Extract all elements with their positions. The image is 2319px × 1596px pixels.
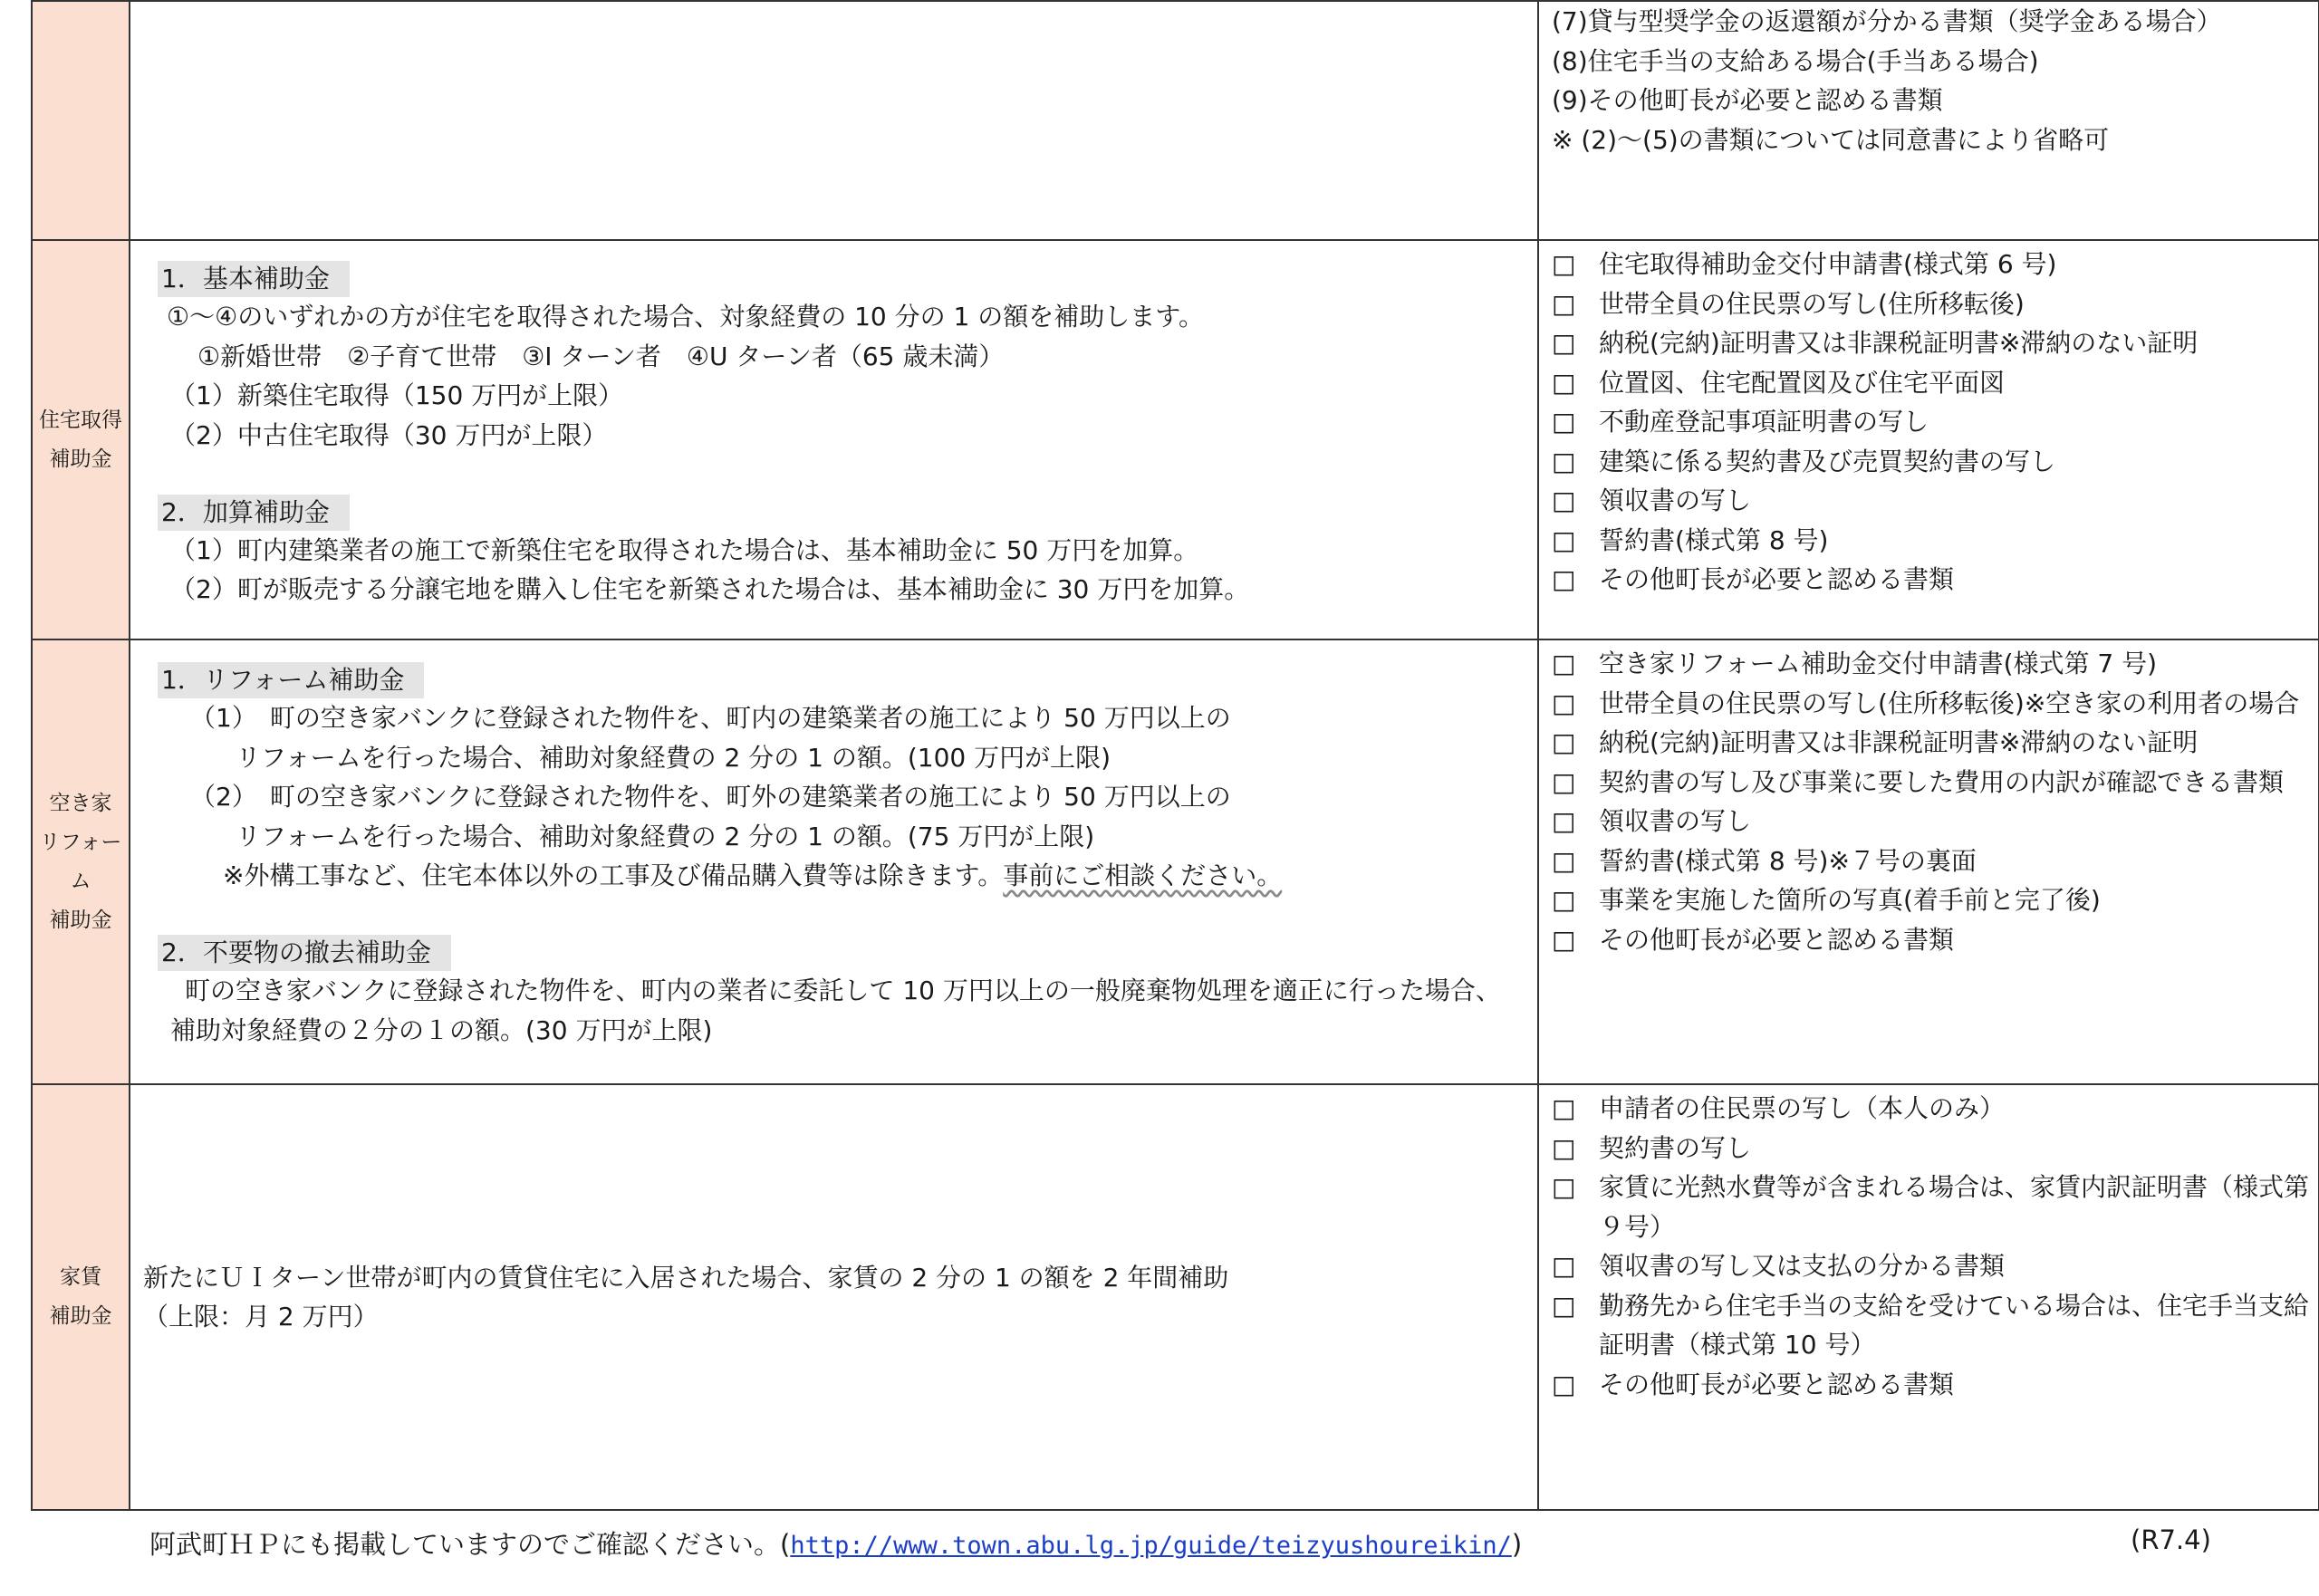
label-text: 補助金	[49, 447, 112, 471]
document-item: ※ (2)～(5)の書類については同意書により省略可	[1552, 124, 2110, 155]
checklist-item: □ その他町長が必要と認める書類	[1552, 560, 2309, 600]
text-line: リフォームを行った場合、補助対象経費の 2 分の 1 の額。(100 万円が上限)	[236, 742, 1111, 773]
checklist-item: □ 住宅取得補助金交付申請書(様式第 6 号)	[1552, 245, 2309, 284]
text-line: リフォームを行った場合、補助対象経費の 2 分の 1 の額。(75 万円が上限)	[236, 821, 1095, 851]
housing-required-documents	[1538, 240, 2319, 639]
label-text: ム	[70, 869, 91, 893]
checkbox-icon: □	[1552, 524, 1576, 555]
text-line: 新たにＵＩターン世帯が町内の賃貸住宅に入居された場合、家賃の 2 分の 1 の額を 2 年間補助	[143, 1262, 1229, 1293]
text-line: ①～④のいずれかの方が住宅を取得された場合、対象経費の 10 分の 1 の額を補助します。	[167, 302, 1205, 332]
checkbox-icon: □	[1552, 727, 1576, 757]
checklist-item: □ 領収書の写し又は支払の分かる書類	[1552, 1246, 2309, 1286]
checkbox-icon: □	[1552, 328, 1576, 358]
checkbox-icon: □	[1552, 1172, 1576, 1202]
housing-description	[130, 240, 1538, 639]
emphasis-text: 事前にご相談ください。	[1003, 860, 1283, 890]
rent-required-documents	[1538, 1084, 2319, 1510]
subsidy-table	[31, 0, 2319, 1511]
checkbox-icon: □	[1552, 486, 1576, 515]
label-text: リフォー	[39, 830, 122, 854]
version-label: (R7.4)	[2131, 1524, 2211, 1555]
checklist-item: □ その他町長が必要と認める書類	[1552, 920, 2309, 960]
checkbox-icon: □	[1552, 446, 1576, 476]
checkbox-icon: □	[1552, 367, 1576, 398]
checkbox-icon: □	[1552, 1093, 1576, 1123]
section-title: 1．リフォーム補助金	[158, 662, 424, 698]
checklist-item: □ 勤務先から住宅手当の支給を受けている場合は、住宅手当支給証明書（様式第 10 号）	[1552, 1286, 2309, 1365]
footer-text: 阿武町ＨＰにも掲載していますのでご確認ください。(	[149, 1529, 791, 1560]
checklist-item: □ 世帯全員の住民票の写し(住所移転後)	[1552, 284, 2309, 324]
label-text: 空き家	[49, 791, 112, 815]
checklist-item: □ その他町長が必要と認める書類	[1552, 1365, 2309, 1405]
akiya-required-documents	[1538, 639, 2319, 1084]
text-line: （2） 町の空き家バンクに登録された物件を、町外の建築業者の施工により 50 万円以上の	[190, 782, 1231, 812]
label-text: 家賃	[60, 1265, 101, 1289]
document-item: (9)その他町長が必要と認める書類	[1552, 85, 1943, 115]
row-label-housing	[32, 240, 130, 639]
text-line: （2）中古住宅取得（30 万円が上限）	[170, 419, 608, 450]
row-label-rent	[32, 1084, 130, 1510]
table-row-rent	[32, 1084, 2319, 1510]
label-text: 補助金	[49, 1304, 112, 1328]
table-row-continuation	[32, 1, 2319, 240]
text-line: （上限：月 2 万円）	[143, 1302, 379, 1332]
checkbox-icon: □	[1552, 845, 1576, 876]
checkbox-icon: □	[1552, 407, 1576, 437]
checklist-item: □ 申請者の住民票の写し（本人のみ）	[1552, 1089, 2309, 1129]
text-paragraph: 町の空き家バンクに登録された物件を、町内の業者に委託して 10 万円以上の一般廃棄物処理を適正に行った場合、補助対象経費の２分の１の額。(30 万円が上限)	[170, 976, 1501, 1045]
row-description-empty	[130, 1, 1538, 240]
checklist-item: □ 空き家リフォーム補助金交付申請書(様式第 7 号)	[1552, 644, 2309, 684]
rent-description	[130, 1084, 1538, 1510]
checklist-item: □ 位置図、住宅配置図及び住宅平面図	[1552, 363, 2309, 403]
checkbox-icon: □	[1552, 885, 1576, 915]
document-item: (7)貸与型奨学金の返還額が分かる書類（奨学金ある場合）	[1552, 6, 2222, 36]
checkbox-icon: □	[1552, 766, 1576, 797]
homepage-link[interactable]: http://www.town.abu.lg.jp/guide/teizyushoureikin/	[790, 1532, 1512, 1560]
note-line: ※外構工事など、住宅本体以外の工事及び備品購入費等は除きます。事前にご相談ください。	[223, 860, 1283, 890]
footer-note	[149, 1524, 1522, 1562]
required-documents-continuation	[1538, 1, 2319, 240]
text-line: （2）町が販売する分譲宅地を購入し住宅を新築された場合は、基本補助金に 30 万円を加算。	[170, 574, 1250, 604]
checkbox-icon: □	[1552, 687, 1576, 718]
checklist-item: □ 納税(完納)証明書又は非課税証明書※滞納のない証明	[1552, 323, 2309, 363]
checklist-item: □ 世帯全員の住民票の写し(住所移転後)※空き家の利用者の場合	[1552, 684, 2309, 724]
checkbox-icon: □	[1552, 564, 1576, 594]
checkbox-icon: □	[1552, 924, 1576, 955]
label-text: 住宅取得	[39, 408, 122, 432]
checkbox-icon: □	[1552, 288, 1576, 319]
text-line: （1）町内建築業者の施工で新築住宅を取得された場合は、基本補助金に 50 万円を加算。	[170, 534, 1199, 565]
checkbox-icon: □	[1552, 1369, 1576, 1399]
checklist-item: □ 納税(完納)証明書又は非課税証明書※滞納のない証明	[1552, 723, 2309, 763]
checklist-item: □ 領収書の写し	[1552, 802, 2309, 841]
checklist-item: □ 事業を実施した箇所の写真(着手前と完了後)	[1552, 880, 2309, 920]
checkbox-icon: □	[1552, 806, 1576, 836]
checklist-item: □ 不動産登記事項証明書の写し	[1552, 402, 2309, 442]
text-line: （1）新築住宅取得（150 万円が上限）	[170, 380, 624, 410]
checklist-item: □ 契約書の写し	[1552, 1129, 2309, 1168]
text-line: ①新婚世帯 ②子育て世帯 ③I ターン者 ④U ターン者（65 歳未満）	[197, 341, 1005, 371]
table-row-housing	[32, 240, 2319, 639]
checkbox-icon: □	[1552, 1132, 1576, 1163]
checkbox-icon: □	[1552, 1290, 1576, 1321]
checklist-item: □ 領収書の写し	[1552, 481, 2309, 521]
section-title: 1．基本補助金	[158, 261, 350, 297]
section-title: 2．不要物の撤去補助金	[158, 935, 451, 971]
checkbox-icon: □	[1552, 1251, 1576, 1281]
text-line: （1） 町の空き家バンクに登録された物件を、町内の建築業者の施工により 50 万円以上の	[190, 703, 1231, 733]
document-item: (8)住宅手当の支給ある場合(手当ある場合)	[1552, 45, 2039, 76]
checklist-item: □ 契約書の写し及び事業に要した費用の内訳が確認できる書類	[1552, 763, 2309, 803]
footer-close: )	[1511, 1529, 1523, 1560]
checklist-item: □ 誓約書(様式第 8 号)※７号の裏面	[1552, 841, 2309, 881]
checklist-item: □ 誓約書(様式第 8 号)	[1552, 521, 2309, 561]
checklist-item: □ 家賃に光熱水費等が含まれる場合は、家賃内訳証明書（様式第９号）	[1552, 1168, 2309, 1246]
section-title: 2．加算補助金	[158, 495, 350, 531]
checkbox-icon: □	[1552, 649, 1576, 678]
akiya-description	[130, 639, 1538, 1084]
label-text: 補助金	[49, 908, 112, 932]
table-row-akiya	[32, 639, 2319, 1084]
checkbox-icon: □	[1552, 249, 1576, 279]
checklist-item: □ 建築に係る契約書及び売買契約書の写し	[1552, 442, 2309, 482]
row-label-akiya	[32, 639, 130, 1084]
row-label-empty	[32, 1, 130, 240]
